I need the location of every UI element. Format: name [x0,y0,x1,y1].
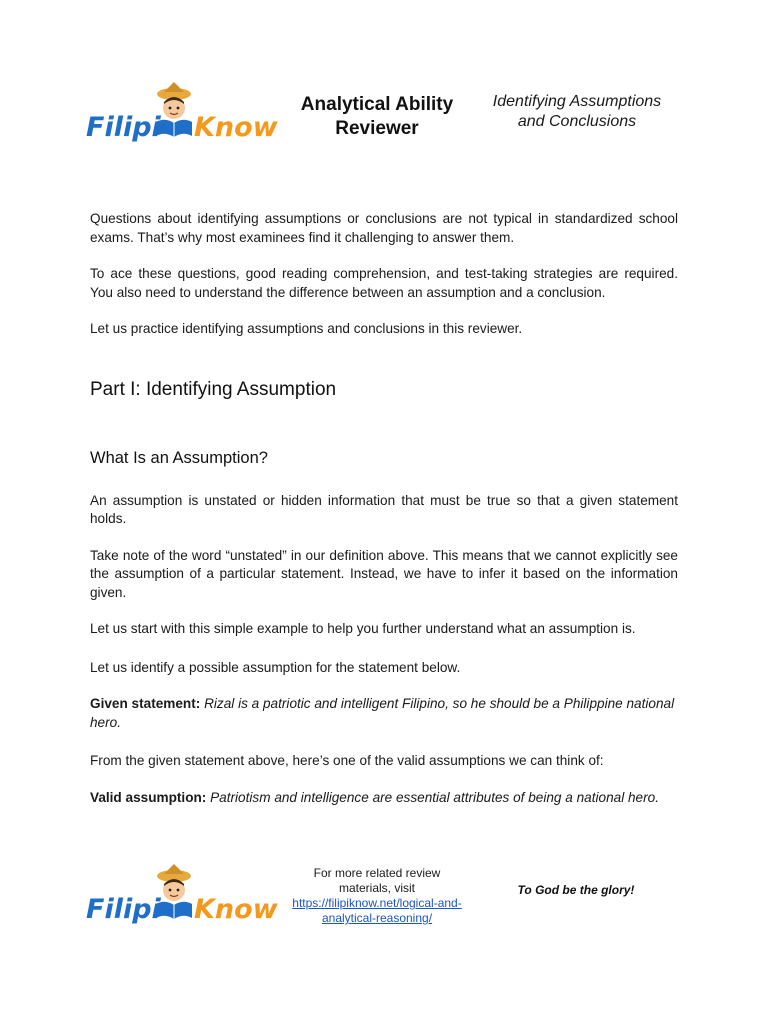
subtitle-line-1: Identifying Assumptions [492,93,662,110]
unstated-paragraph: Take note of the word “unstated” in our definition above. This means that we cannot explicitly see the assumption of a particular statement. Instead, we have to infer it based on the information given. [90,547,678,600]
footer-line-2: materials, visit [338,881,415,895]
logo-text-right: Know [194,112,278,143]
footer-motto: To God be the glory! [517,883,635,897]
intro-paragraph-2: To ace these questions, good reading comprehension, and test-taking strategies are required. You also need to understand the difference between an assumption and a conclusion. [90,266,678,300]
intro-paragraph-3: Let us practice identifying assumptions and conclusions in this reviewer. [90,321,523,336]
given-statement-label: Given statement: [90,696,201,711]
logo-text-left: Filipi [86,112,161,143]
title-line-1: Analytical Ability [300,94,454,115]
valid-assumption-label: Valid assumption: [90,789,207,805]
definition-paragraph: An assumption is unstated or hidden information that must be true so that a given statement holds. [90,492,678,526]
title-line-2: Reviewer [335,118,419,139]
footer-review-link[interactable]: https://filipiknow.net/logical-and-analytical-reasoning/ [292,896,462,925]
page-footer [0,862,768,942]
footer-logo-text-right: Know [194,894,278,925]
example-intro-paragraph: Let us start with this simple example to help you further understand what an assumption is. [90,621,636,636]
valid-assumption [90,789,678,808]
valid-assumption-text: Patriotism and intelligence are essential attributes of being a national hero. [210,789,659,805]
main-content [90,210,678,807]
footer-line-1: For more related review [313,866,441,880]
footer-logo-text-left: Filipi [86,894,161,925]
page-header [0,80,768,160]
page-subtitle [480,92,674,132]
given-statement-text: Rizal is a patriotic and intelligent Filipino, so he should be a Philippine national hero. [90,696,675,730]
footer-related-text [284,866,470,926]
subtitle-line-2: and Conclusions [517,113,637,130]
intro-paragraph-1: Questions about identifying assumptions or conclusions are not typical in standardized school exams. That’s why most examinees find it challenging to answer them. [90,211,678,245]
filipiknow-logo [84,80,278,150]
page-title [286,93,468,141]
part-heading: Part I: Identifying Assumption [90,378,337,400]
valid-intro-paragraph: From the given statement above, here’s one of the valid assumptions we can think of: [90,753,604,768]
identify-paragraph: Let us identify a possible assumption for the statement below. [90,659,461,675]
section-subheading: What Is an Assumption? [90,448,268,467]
given-statement [90,695,678,732]
